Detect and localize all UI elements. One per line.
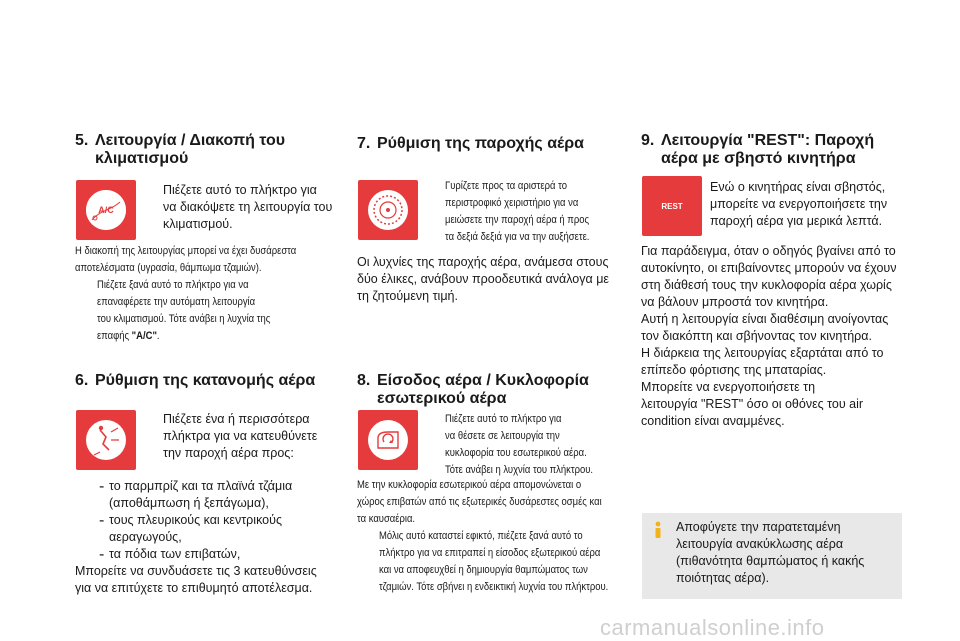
section-5-note: Η διακοπή της λειτουργίας μπορεί να έχει δυσάρεστα αποτελέσματα (υγρασία, θάμπωμα τζαμιών). (75, 245, 297, 274)
section-9-description: Ενώ ο κινητήρας είναι σβηστός, μπορείτε να ενεργοποιήσετε την παροχή αέρα για μερικά λεπτά. (710, 180, 888, 228)
section-7-note: Οι λυχνίες της παροχής αέρα, ανάμεσα στους δύο έλικες, ανάβουν προοδευτικά ανάλογα με τη ζητούμενη τιμή. (357, 255, 609, 303)
svg-text:REST: REST (661, 202, 683, 211)
section-6-title: 6. Ρύθμιση της κατανομής αέρα (75, 372, 316, 389)
section-8-bullet: Μόλις αυτό καταστεί εφικτό, πιέζετε ξανά αυτό το πλήκτρο για να επιτραπεί η είσοδος εξωτερικού αέρα και να αποφευχθεί η δημιουργία θαμπώματος των τζαμιών. Τότε σβήνει η ενδεικτική λυχνία του πλήκτρου. (379, 530, 609, 593)
recirculation-icon (358, 410, 418, 470)
section-9-body: Για παράδειγμα, όταν ο οδηγός βγαίνει από το αυτοκίνητο, οι επιβαίνοντες μπορούν να έχουν στη διάθεσή τους την κυκλοφορία αέρα χωρίς να βάλουν μπροστά τον κινητήρα. Αυτή η λειτουργία είναι διαθέσιμη ανοίγοντας τον διακόπτη και σβήνοντας τον κινητήρα. Η διάρκεια της λειτουργίας εξαρτάται από το επίπεδο φόρτισης της μπαταρίας. Μπορείτε να ενεργοποιήσετε τη λειτουργία "REST" όσο οι οθόνες του air condition είναι αναμμένες. (641, 244, 897, 428)
section-8-note: Με την κυκλοφορία εσωτερικού αέρα απομονώνεται ο χώρος επιβατών από τις εξωτερικές δυσάρεστες οσμές και τα καυσαέρια. (357, 479, 602, 525)
section-5-bullet: Πιέζετε ξανά αυτό το πλήκτρο για να επαναφέρετε την αυτόματη λειτουργία του κλιματισμού. Τότε ανάβει η λυχνία της επαφής "A/C". (97, 279, 271, 342)
svg-text:A/C: A/C (98, 205, 114, 215)
section-9-title: 9. Λειτουργία "REST": Παροχή αέρα με σβηστό κινητήρα (641, 132, 875, 167)
section-number: 5. (75, 132, 89, 149)
watermark: carmanualsonline.info (600, 615, 825, 640)
section-7-title: 7. Ρύθμιση της παροχής αέρα (357, 135, 584, 152)
rest-button-illustration (642, 176, 702, 236)
rest-icon (642, 176, 702, 236)
air-distribution-icon (76, 410, 136, 470)
ac-indicator-label: "A/C" (131, 330, 157, 342)
fan-knob-icon (358, 180, 418, 240)
section-6-list: - το παρμπρίζ και τα πλαϊνά τζάμια (αποθάμπωση ή ξεπάγωμα), - τους πλευρικούς και κεντρικούς αεραγωγούς, - τα πόδια των επιβατών, Μπορείτε να συνδυάσετε τις 3 κατευθύνσεις για να επιτύχετε το επιθυμητό αποτέλεσμα. (75, 478, 355, 597)
ac-icon (76, 180, 136, 240)
list-item: - το παρμπρίζ και τα πλαϊνά τζάμια (αποθάμπωση ή ξεπάγωμα), (99, 478, 293, 510)
air-distribution-button-illustration (76, 410, 136, 470)
info-icon (650, 521, 666, 539)
air-flow-knob-illustration (358, 180, 418, 240)
list-item: - τους πλευρικούς και κεντρικούς αεραγωγούς, (99, 512, 282, 544)
section-5-title: 5. Λειτουργία / Διακοπή του κλιματισμού (75, 132, 286, 167)
ac-button-illustration (76, 180, 136, 240)
section-7-description: Γυρίζετε προς τα αριστερά το περιστροφικό χειριστήριο για να μειώσετε την παροχή αέρα ή προς τα δεξιά δεξιά για να την αυξήσετε. (445, 180, 590, 243)
recirculation-button-illustration (358, 410, 418, 470)
section-8-description: Πιέζετε αυτό το πλήκτρο για να θέσετε σε λειτουργία την κυκλοφορία του εσωτερικού αέρα. Τότε ανάβει η λυχνία του πλήκτρου. (445, 413, 594, 476)
list-item: - τα πόδια των επιβατών, (99, 546, 241, 563)
info-note-box: Αποφύγετε την παρατεταμένη λειτουργία ανακύκλωσης αέρα (πιθανότητα θαμπώματος ή κακής ποιότητας αέρα). (642, 513, 902, 599)
section-5-description: Πιέζετε αυτό το πλήκτρο για να διακόψετε τη λειτουργία του κλιματισμού. (163, 183, 333, 231)
section-6-description: Πιέζετε ένα ή περισσότερα πλήκτρα για να κατευθύνετε την παροχή αέρα προς: (163, 412, 318, 460)
section-8-title: 8. Είσοδος αέρα / Κυκλοφορία εσωτερικού αέρα (357, 372, 589, 407)
